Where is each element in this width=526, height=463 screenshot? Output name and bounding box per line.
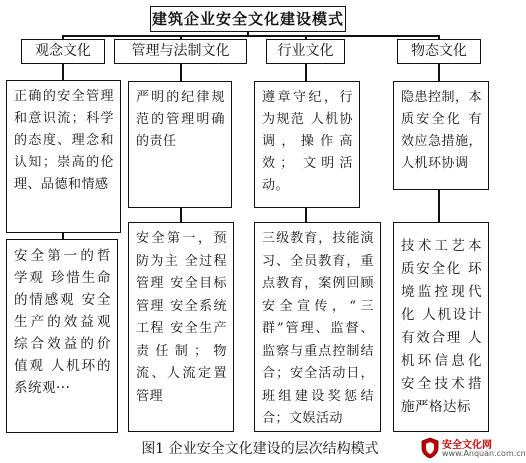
material-lower-box: 技术工艺本质安全化 环境监控现代化 人机设计有效合理 人机环信息化 安全技术措施严格达标 bbox=[393, 222, 489, 432]
connector-cat1-upper bbox=[62, 64, 64, 80]
management-upper-box: 严明的纪律规范的管理明确的责任 bbox=[128, 81, 232, 208]
material-upper-box: 隐患控制，本质安全化 有效应急措施，人机环协调 bbox=[393, 81, 489, 190]
connector-cat2-upper bbox=[180, 64, 182, 81]
watermark-text: 安全文化网 bbox=[442, 440, 492, 451]
category-header-industry: 行业文化 bbox=[266, 39, 345, 64]
industry-upper-box: 遵章守纪，行为规范 人机协调，操作高效； 文明活动。 bbox=[254, 81, 360, 208]
connector-cat4-upper bbox=[438, 64, 440, 81]
connector-cat3-upper bbox=[305, 64, 307, 81]
connector-cat3-lower bbox=[305, 208, 307, 222]
connector-cat4-lower bbox=[438, 190, 440, 222]
category-header-material: 物态文化 bbox=[397, 39, 481, 64]
concept-lower-box: 安全第一的哲学观 珍惜生命的情感观 安全生产的效益观 综合效益的价值观 人机环的系统观··· bbox=[6, 239, 118, 433]
connector-horizontal bbox=[62, 35, 439, 37]
industry-lower-box: 三级教育，技能演习、全员教育，重点教育，案例回顾 安全宣传，“三群”管理、监督、监察与重点控制结合；安全活动日，班组建设奖惩结合；文娱活动 bbox=[254, 222, 381, 432]
management-lower-box: 安全第一，预防为主 全过程管理 安全目标管理 安全系统工程 安全生产责任制；物流、人流定置管理 bbox=[128, 222, 234, 432]
diagram-title: 建筑企业安全文化建设模式 bbox=[150, 6, 346, 32]
shield-logo-icon bbox=[420, 437, 440, 459]
concept-upper-box: 正确的安全管理和意识流；科学的态度、理念和认知；崇高的伦理、品德和情感 bbox=[6, 80, 121, 233]
category-header-management: 管理与法制文化 bbox=[114, 39, 247, 64]
category-header-concept: 观念文化 bbox=[21, 39, 105, 64]
watermark-url: www.Anquan.com.cn bbox=[442, 449, 526, 458]
watermark-logo bbox=[420, 436, 526, 462]
connector-cat2-lower bbox=[180, 208, 182, 222]
figure-caption: 图1 企业安全文化建设的层次结构模式 bbox=[141, 441, 379, 457]
